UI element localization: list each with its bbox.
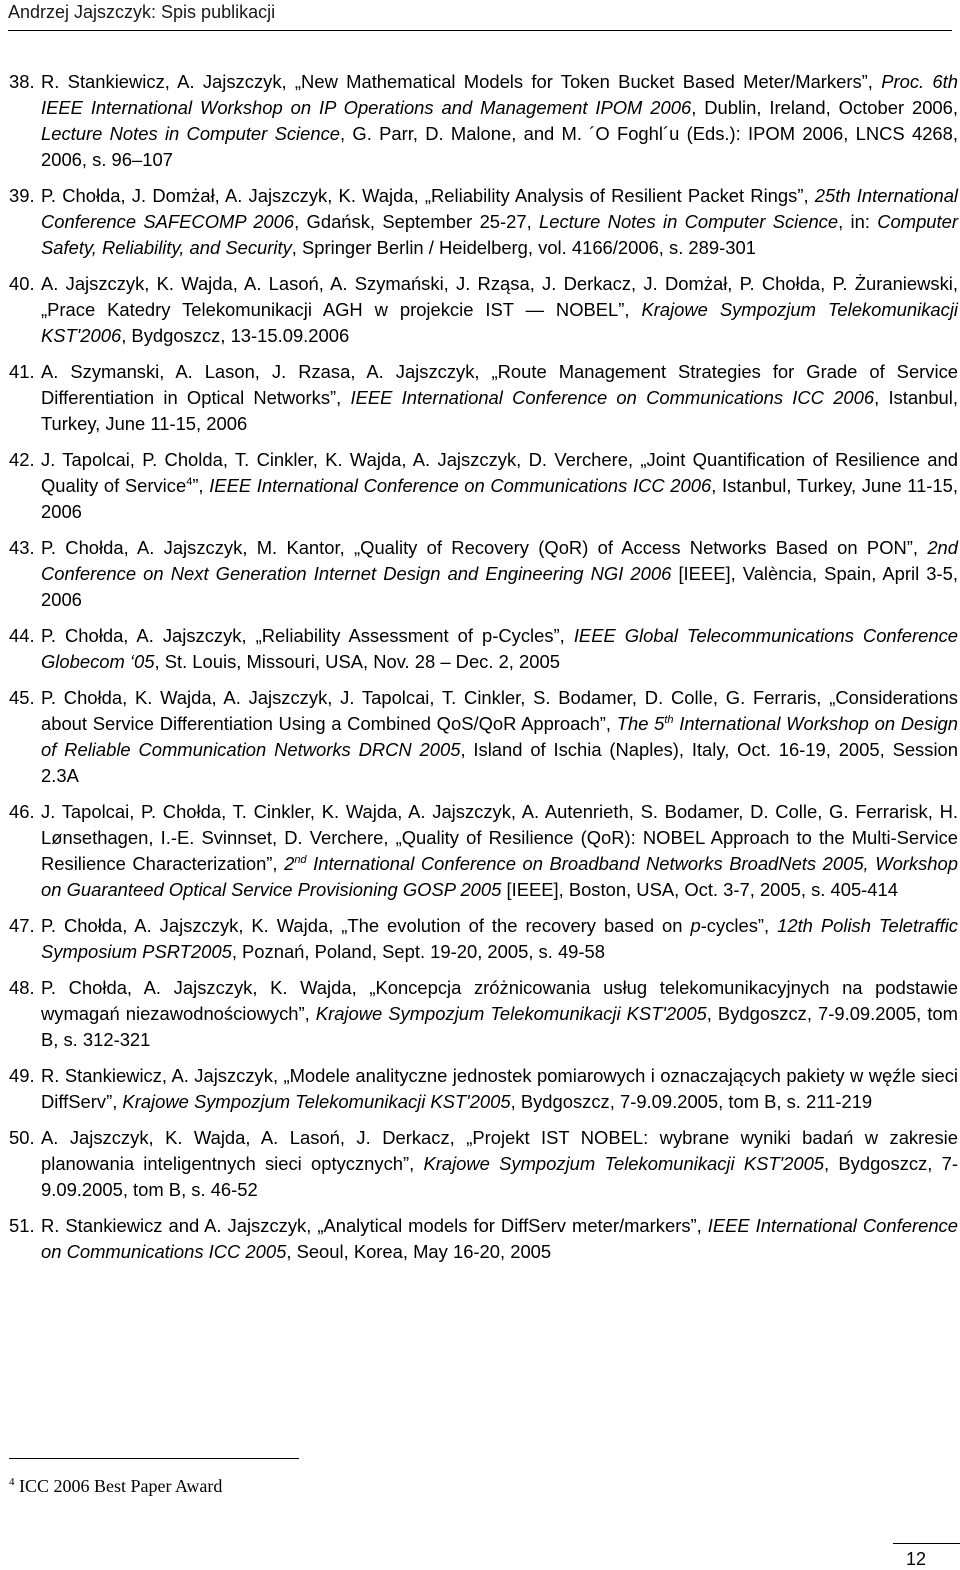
citation-venue-text: Krajowe Sympozjum Telekomunikacji KST'2006 [41, 299, 959, 346]
citation-text: ”, [192, 475, 210, 496]
citation-text: R. Stankiewicz, A. Jajszczyk, „Modele analityczne jednostek pomiarowych i oznaczających pakiety w węźle sieci DiffServ”, [41, 1065, 958, 1112]
publication-entry [9, 1063, 958, 1115]
citation-text: , Poznań, Poland, Sept. 19-20, 2005, s. 49-58 [231, 941, 605, 962]
entry-citation [41, 913, 958, 965]
citation-venue-text: International Conference on Broadband Networks BroadNets 2005, Workshop on Guaranteed Optical Service Provisioning GOSP 2005 [41, 853, 958, 900]
entry-number: 39. [9, 185, 35, 206]
entry-number: 51. [9, 1215, 35, 1236]
citation-venue-text: Lecture Notes in Computer Science [539, 211, 839, 232]
citation-superscript: th [664, 713, 674, 726]
citation-venue-text: Computer Safety, Reliability, and Security [41, 211, 958, 258]
entry-citation [41, 799, 958, 903]
citation-venue-text: IEEE Global Telecommunications Conference Globecom ‘05 [41, 625, 958, 672]
citation-text: P. Chołda, K. Wajda, A. Jajszczyk, J. Tapolcai, T. Cinkler, S. Bodamer, D. Colle, G. Ferraris, „Considerations about Service Differentiation Using a Combined QoS/QoR Approach”, [41, 687, 958, 734]
publication-entry [9, 271, 958, 349]
footnote-mark: 4 [9, 1476, 15, 1488]
citation-text: P. Chołda, A. Jajszczyk, „Reliability Assessment of p-Cycles”, [41, 625, 574, 646]
entry-citation [41, 535, 958, 613]
entry-citation [41, 69, 958, 173]
citation-text: P. Chołda, A. Jajszczyk, K. Wajda, „Koncepcja zróżnicowania usług telekomunikacyjnych na podstawie wymagań niezawodnościowych”, [41, 977, 958, 1024]
entry-number: 47. [9, 915, 35, 936]
entry-number: 44. [9, 625, 35, 646]
citation-text: , Istanbul, Turkey, June 11-15, 2006 [41, 387, 958, 434]
entry-number: 42. [9, 449, 35, 470]
citation-venue-text: 2nd Conference on Next Generation Internet Design and Engineering NGI 2006 [41, 537, 958, 584]
entry-number: 48. [9, 977, 35, 998]
citation-venue-text: IEEE International Conference on Communications ICC 2006 [350, 387, 875, 408]
citation-superscript: nd [294, 853, 307, 866]
citation-venue-text: 2 [284, 853, 295, 874]
publication-entry [9, 359, 958, 437]
entry-citation [41, 359, 958, 437]
entry-number: 45. [9, 687, 35, 708]
entry-citation [41, 183, 958, 261]
citation-text: [IEEE], Boston, USA, Oct. 3-7, 2005, s. 405-414 [501, 879, 898, 900]
publication-entry [9, 623, 958, 675]
publication-list [9, 69, 958, 1275]
citation-venue-text: Krajowe Sympozjum Telekomunikacji KST'2005 [315, 1003, 707, 1024]
citation-venue-text: Lecture Notes in Computer Science [41, 123, 340, 144]
entry-citation [41, 623, 958, 675]
entry-citation [41, 447, 958, 525]
citation-venue-text: The 5 [616, 713, 665, 734]
entry-number: 46. [9, 801, 35, 822]
entry-number: 38. [9, 71, 35, 92]
publication-entry [9, 1125, 958, 1203]
citation-text: A. Jajszczyk, K. Wajda, A. Lasoń, J. Derkacz, „Projekt IST NOBEL: wybrane wyniki badań w zakresie planowania inteligentnych sieci optycznych”, [41, 1127, 958, 1174]
footnote-rule [9, 1458, 299, 1459]
citation-venue-text: Krajowe Sympozjum Telekomunikacji KST'2005 [122, 1091, 511, 1112]
publication-entry [9, 913, 958, 965]
citation-text: , Springer Berlin / Heidelberg, vol. 4166/2006, s. 289-301 [291, 237, 756, 258]
footnote-text: ICC 2006 Best Paper Award [14, 1476, 223, 1496]
citation-text: , Bydgoszcz, 7-9.09.2005, tom B, s. 46-52 [41, 1153, 958, 1200]
page-number-rule [893, 1543, 960, 1544]
citation-venue-text: International Workshop on Design of Reliable Communication Networks DRCN 2005 [41, 713, 958, 760]
citation-text: P. Chołda, A. Jajszczyk, K. Wajda, „The evolution of the recovery based on [41, 915, 691, 936]
citation-text: R. Stankiewicz, A. Jajszczyk, „New Mathematical Models for Token Bucket Based Meter/Markers”, [41, 71, 882, 92]
citation-text: , Bydgoszcz, 13-15.09.2006 [121, 325, 350, 346]
citation-text: -cycles”, [700, 915, 778, 936]
publication-entry [9, 1213, 958, 1265]
entry-number: 50. [9, 1127, 35, 1148]
entry-number: 41. [9, 361, 35, 382]
citation-text: J. Tapolcai, P. Chołda, T. Cinkler, K. Wajda, A. Jajszczyk, A. Autenrieth, S. Bodamer, D. Colle, G. Ferrarisk, H. Lønsethagen, I.-E. Svinnset, D. Verchere, „Quality of Resilience (QoR): NOBEL Approach to the Multi-Service Resilience Characterization”, [41, 801, 958, 874]
entry-number: 40. [9, 273, 35, 294]
citation-text: P. Chołda, A. Jajszczyk, M. Kantor, „Quality of Recovery (QoR) of Access Networks Based on PON”, [41, 537, 928, 558]
citation-venue-text: 12th Polish Teletraffic Symposium PSRT2005 [41, 915, 958, 962]
citation-text: , Seoul, Korea, May 16-20, 2005 [286, 1241, 552, 1262]
citation-text: A. Szymanski, A. Lason, J. Rzasa, A. Jajszczyk, „Route Management Strategies for Grade of Service Differentiation in Optical Networks”, [41, 361, 958, 408]
footnote [9, 1476, 222, 1497]
entry-citation [41, 1125, 958, 1203]
citation-text: , in: [838, 211, 878, 232]
entry-citation [41, 685, 958, 789]
page-number: 12 [906, 1549, 927, 1569]
citation-venue-text: 25th International Conference SAFECOMP 2006 [41, 185, 959, 232]
entry-citation [41, 1063, 958, 1115]
entry-number: 49. [9, 1065, 35, 1086]
entry-citation [41, 271, 958, 349]
publication-entry [9, 975, 958, 1053]
header-title: Andrzej Jajszczyk: Spis publikacji [8, 2, 276, 22]
citation-text: J. Tapolcai, P. Cholda, T. Cinkler, K. Wajda, A. Jajszczyk, D. Verchere, „Joint Quantification of Resilience and Quality of Service [41, 449, 958, 496]
citation-venue-text: IEEE International Conference on Communications ICC 2006 [209, 475, 712, 496]
citation-superscript: 4 [186, 475, 193, 488]
publication-entry [9, 183, 958, 261]
page-header [8, 0, 952, 34]
citation-text: , Island of Ischia (Naples), Italy, Oct. 16-19, 2005, Session 2.3A [41, 739, 958, 786]
entry-citation [41, 975, 958, 1053]
publication-entry [9, 799, 958, 903]
citation-text: P. Chołda, J. Domżał, A. Jajszczyk, K. Wajda, „Reliability Analysis of Resilient Packet Rings”, [41, 185, 815, 206]
citation-text: , G. Parr, D. Malone, and M. ´O Foghl´u (Eds.): IPOM 2006, LNCS 4268, 2006, s. 96–107 [41, 123, 958, 170]
citation-venue-text: Krajowe Sympozjum Telekomunikacji KST'2005 [423, 1153, 825, 1174]
entry-number: 43. [9, 537, 35, 558]
citation-text: A. Jajszczyk, K. Wajda, A. Lasoń, A. Szymański, J. Rząsa, J. Derkacz, J. Domżał, P. Chołda, P. Żuraniewski, „Prace Katedry Telekomunikacji AGH w projekcie IST — NOBEL”, [41, 273, 958, 320]
citation-text: , Bydgoszcz, 7-9.09.2005, tom B, s. 211-219 [510, 1091, 873, 1112]
citation-text: , Dublin, Ireland, October 2006, [691, 97, 958, 118]
publication-entry [9, 69, 958, 173]
publication-entry [9, 447, 958, 525]
citation-venue-text: Proc. 6th IEEE International Workshop on IP Operations and Management IPOM 2006 [41, 71, 958, 118]
citation-text: , Gdańsk, September 25-27, [294, 211, 540, 232]
citation-text: R. Stankiewicz and A. Jajszczyk, „Analytical models for DiffServ meter/markers”, [41, 1215, 708, 1236]
citation-venue-text: p [690, 915, 701, 936]
citation-text: , Istanbul, Turkey, June 11-15, 2006 [41, 475, 958, 522]
publication-entry [9, 535, 958, 613]
citation-text: , St. Louis, Missouri, USA, Nov. 28 – Dec. 2, 2005 [154, 651, 560, 672]
citation-venue-text: IEEE International Conference on Communications ICC 2005 [41, 1215, 958, 1262]
citation-text: , Bydgoszcz, 7-9.09.2005, tom B, s. 312-321 [41, 1003, 958, 1050]
publication-entry [9, 685, 958, 789]
entry-citation [41, 1213, 958, 1265]
citation-text: [IEEE], València, Spain, April 3-5, 2006 [41, 563, 959, 610]
header-rule [8, 30, 952, 31]
